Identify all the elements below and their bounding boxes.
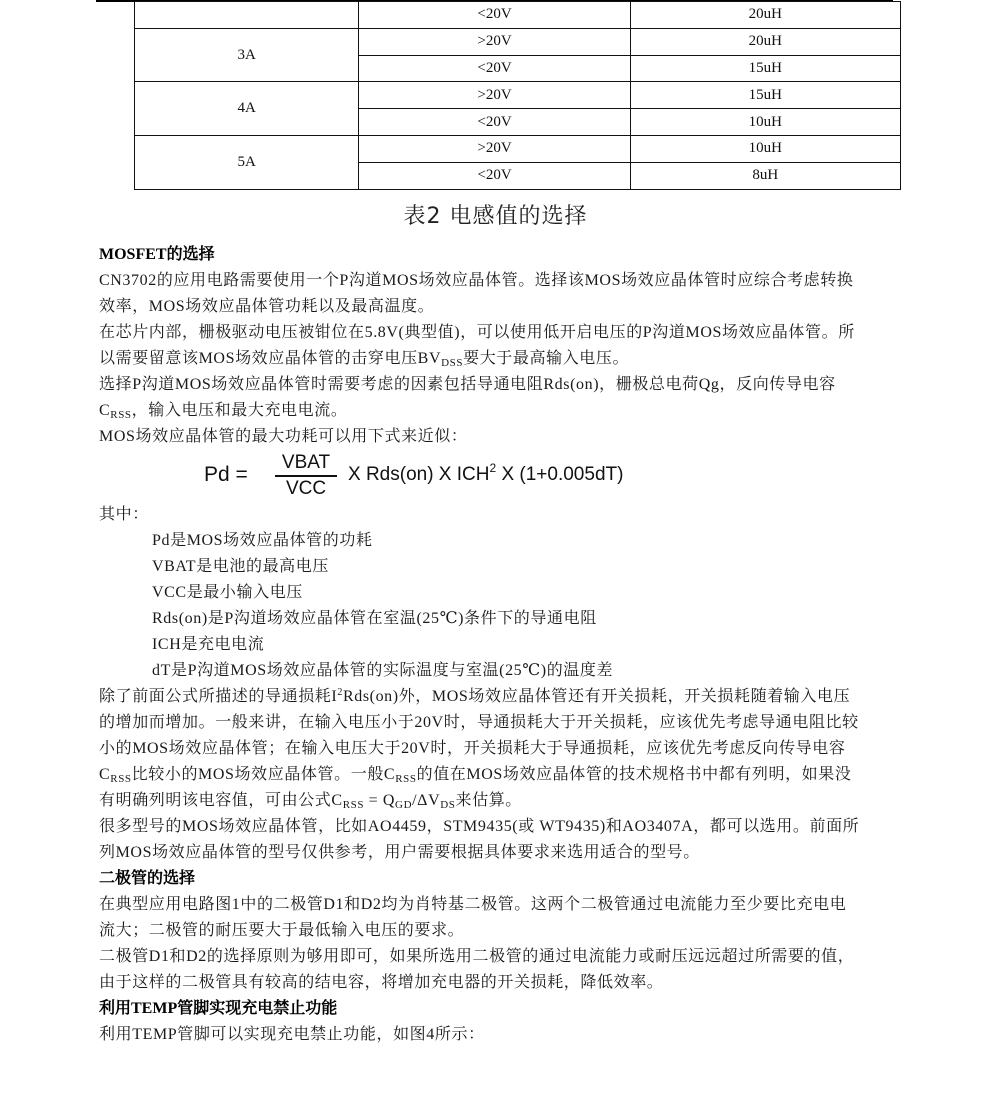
table-caption: 表2 电感值的选择 xyxy=(403,204,588,229)
text: X (1+0.005dT) xyxy=(496,464,624,485)
table-row xyxy=(135,2,901,29)
inductance-cell: 10uH xyxy=(630,109,900,136)
paragraph-line: MOS场效应晶体管的最大功耗可以用下式来近似： xyxy=(99,428,468,445)
text: C xyxy=(99,402,111,419)
subscript: RSS xyxy=(110,409,132,421)
where-label: 其中： xyxy=(99,506,149,523)
text: Rds(on)外，MOS场效应晶体管还有开关损耗，开关损耗随着输入电压 xyxy=(342,688,851,705)
paragraph-line xyxy=(99,791,522,811)
current-cell: 5A xyxy=(135,135,359,189)
formula-fraction xyxy=(275,452,337,500)
current-cell xyxy=(135,2,359,29)
paragraph-line: 由于这样的二极管具有较高的结电容，将增加充电器的开关损耗，降低效率。 xyxy=(99,974,664,991)
voltage-cell: <20V xyxy=(359,55,630,82)
section-heading-mosfet: MOSFET的选择 xyxy=(99,246,215,263)
formula-denominator: VCC xyxy=(285,477,327,499)
subscript: RSS xyxy=(395,773,417,785)
text: 的值在MOS场效应晶体管的技术规格书中都有列明，如果没 xyxy=(416,766,852,783)
text: 以需要留意该MOS场效应晶体管的击穿电压BV xyxy=(99,350,442,367)
text: 有明确列明该电容值，可由公式C xyxy=(99,792,343,809)
section-heading-diode: 二极管的选择 xyxy=(99,870,196,887)
subscript: DS xyxy=(440,799,456,811)
paragraph-line: 利用TEMP管脚可以实现充电禁止功能，如图4所示： xyxy=(99,1026,485,1043)
section-heading-temp: 利用TEMP管脚实现充电禁止功能 xyxy=(99,1000,338,1017)
paragraph-line: 二极管D1和D2的选择原则为够用即可，如果所选用二极管的通过电流能力或耐压远远超过所需要的值， xyxy=(99,948,855,965)
paragraph-line: 选择P沟道MOS场效应晶体管时需要考虑的因素包括导通电阻Rds(on)，栅极总电荷Qg，反向传导电容 xyxy=(99,376,836,393)
paragraph-line xyxy=(99,687,850,707)
voltage-cell: <20V xyxy=(359,2,630,29)
inductance-cell: 8uH xyxy=(630,162,900,189)
voltage-cell: <20V xyxy=(359,162,630,189)
subscript: DSS xyxy=(441,357,464,369)
paragraph-line: CN3702的应用电路需要使用一个P沟道MOS场效应晶体管。选择该MOS场效应晶体管时应综合考虑转换 xyxy=(99,272,854,289)
inductance-cell: 10uH xyxy=(630,135,900,162)
voltage-cell: <20V xyxy=(359,109,630,136)
definition-item: ICH是充电电流 xyxy=(152,636,265,653)
paragraph-line: 的增加而增加。一般来讲，在输入电压小于20V时，导通损耗大于开关损耗，应该优先考虑导通电阻比较 xyxy=(99,714,859,731)
paragraph-line: 流大；二极管的耐压要大于最低输入电压的要求。 xyxy=(99,922,465,939)
inductance-cell: 15uH xyxy=(630,82,900,109)
paragraph-line xyxy=(99,765,851,785)
inductance-cell: 15uH xyxy=(630,55,900,82)
text: /ΔV xyxy=(412,792,441,809)
formula-lhs: Pd = xyxy=(204,463,248,486)
paragraph-line: 小的MOS场效应晶体管；在输入电压大于20V时，开关损耗大于导通损耗，应该优先考虑反向传导电容 xyxy=(99,740,846,757)
paragraph-line: 效率，MOS场效应晶体管功耗以及最高温度。 xyxy=(99,298,435,315)
fraction-bar xyxy=(275,475,337,477)
voltage-cell: >20V xyxy=(359,28,630,55)
current-cell: 4A xyxy=(135,82,359,136)
table-row xyxy=(135,28,901,55)
superscript: 2 xyxy=(337,687,343,698)
definition-item: Rds(on)是P沟道场效应晶体管在室温(25℃)条件下的导通电阻 xyxy=(152,610,597,627)
definition-item: Pd是MOS场效应晶体管的功耗 xyxy=(152,532,373,549)
paragraph-line xyxy=(99,401,347,421)
text: = Q xyxy=(364,792,396,809)
definition-item: VBAT是电池的最高电压 xyxy=(152,558,329,575)
current-cell: 3A xyxy=(135,28,359,82)
superscript: 2 xyxy=(489,461,497,475)
paragraph-line xyxy=(99,349,629,369)
text: 要大于最高输入电压。 xyxy=(463,350,630,367)
subscript: RSS xyxy=(110,773,132,785)
inductor-selection-table xyxy=(134,1,901,190)
definition-item: dT是P沟道MOS场效应晶体管的实际温度与室温(25℃)的温度差 xyxy=(152,662,614,679)
subscript: RSS xyxy=(342,799,365,811)
paragraph-line: 在芯片内部，栅极驱动电压被钳位在5.8V(典型值)，可以使用低开启电压的P沟道MOS场效应晶体管。所 xyxy=(99,324,855,341)
paragraph-line: 很多型号的MOS场效应晶体管，比如AO4459，STM9435(或 WT9435)和AO3407A，都可以选用。前面所 xyxy=(99,818,860,835)
voltage-cell: >20V xyxy=(359,82,630,109)
text: X Rds(on) X ICH xyxy=(348,464,490,485)
subscript: GD xyxy=(395,799,413,811)
text: 除了前面公式所描述的导通损耗I xyxy=(99,688,338,705)
formula-rhs xyxy=(348,461,624,486)
text: 来估算。 xyxy=(455,792,522,809)
text: C xyxy=(99,766,111,783)
text: ，输入电压和最大充电电流。 xyxy=(131,402,348,419)
inductance-cell: 20uH xyxy=(630,2,900,29)
paragraph-line: 在典型应用电路图1中的二极管D1和D2均为肖特基二极管。这两个二极管通过电流能力至少要比充电电 xyxy=(99,896,847,913)
voltage-cell: >20V xyxy=(359,135,630,162)
definition-item: VCC是最小输入电压 xyxy=(152,584,303,601)
paragraph-line: 列MOS场效应晶体管的型号仅供参考，用户需要根据具体要求来选用适合的型号。 xyxy=(99,844,700,861)
inductance-cell: 20uH xyxy=(630,28,900,55)
formula-numerator: VBAT xyxy=(281,452,331,473)
table-row xyxy=(135,82,901,109)
table-row xyxy=(135,135,901,162)
text: 比较小的MOS场效应晶体管。一般C xyxy=(131,766,396,783)
